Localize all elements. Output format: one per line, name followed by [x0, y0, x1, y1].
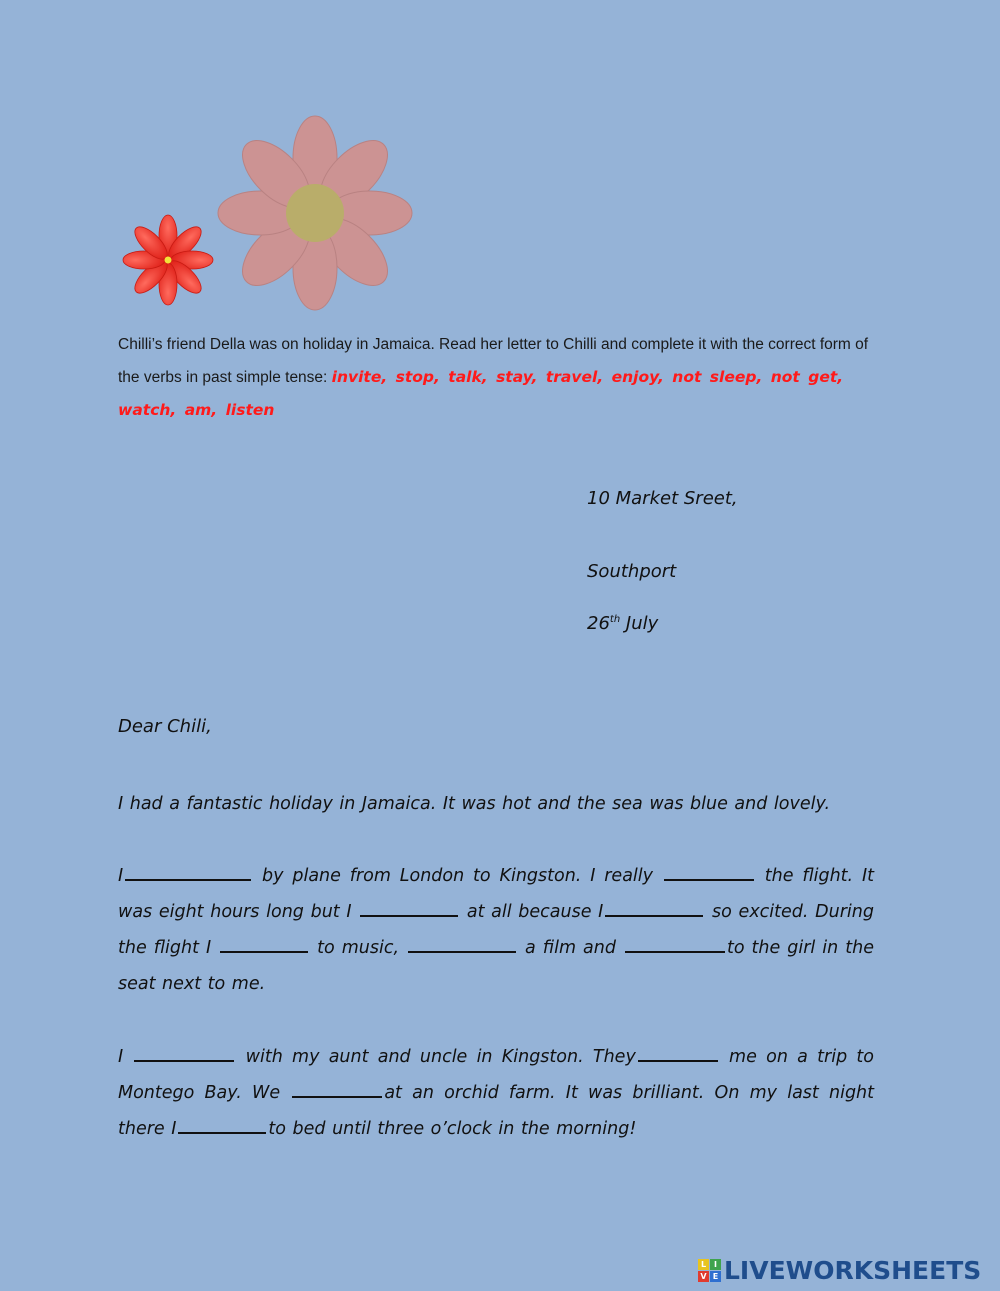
- logo-icon-letter: E: [710, 1271, 721, 1282]
- big-flower-icon: [218, 116, 412, 310]
- blank-stop[interactable]: [292, 1076, 382, 1098]
- text-segment: to bed until three o’clock in the morning!: [268, 1119, 637, 1139]
- blank-listen[interactable]: [220, 931, 308, 953]
- text-segment: at all because I: [460, 902, 604, 922]
- blank-am[interactable]: [605, 895, 703, 917]
- text-segment: me on a trip to Montego Bay. We: [118, 1047, 874, 1103]
- flower-decoration: [110, 110, 430, 320]
- text-segment: I: [118, 866, 124, 886]
- logo-icon-letter: I: [710, 1259, 721, 1270]
- text-segment: to music,: [310, 938, 407, 958]
- address-street: 10 Market Sreet,: [587, 488, 738, 509]
- date-day: 26: [587, 613, 610, 634]
- logo-text: LIVEWORKSHEETS: [724, 1255, 982, 1285]
- logo-icon-letter: L: [698, 1259, 709, 1270]
- text-segment: to the girl in the seat next to me.: [118, 938, 874, 994]
- blank-stay[interactable]: [134, 1040, 234, 1062]
- text-segment: so excited. During the flight I: [118, 902, 874, 958]
- text-segment: with my aunt and uncle in Kingston. They: [236, 1047, 636, 1067]
- address-town: Southport: [587, 561, 677, 582]
- text-segment: by plane from London to Kingston. I really: [253, 866, 662, 886]
- paragraph-3: [118, 1039, 874, 1147]
- date-month: July: [625, 613, 659, 634]
- verb-list: invite, stop, talk, stay, travel, enjoy, not sleep, not get, watch, am, listen: [118, 368, 844, 419]
- blank-watch[interactable]: [408, 931, 516, 953]
- blank-not-sleep[interactable]: [360, 895, 458, 917]
- blank-talk[interactable]: [625, 931, 725, 953]
- text-segment: the flight. It was eight hours long but I: [118, 866, 874, 922]
- paragraph-1: I had a fantastic holiday in Jamaica. It was hot and the sea was blue and lovely.: [118, 794, 831, 814]
- small-flower-icon: [123, 215, 213, 305]
- text-segment: a film and: [518, 938, 623, 958]
- blank-travel[interactable]: [125, 859, 251, 881]
- instructions-text: Chilli’s friend Della was on holiday in Jamaica. Read her letter to Chilli and complete it with the correct form of the verbs in past simple tense:: [118, 336, 869, 386]
- salutation: Dear Chili,: [118, 716, 212, 737]
- text-segment: I: [118, 1047, 133, 1067]
- logo-icon: [698, 1259, 721, 1282]
- logo-icon-letter: V: [698, 1271, 709, 1282]
- blank-enjoy[interactable]: [664, 859, 754, 881]
- letter-date: [587, 613, 658, 634]
- liveworksheets-logo: [698, 1256, 981, 1284]
- text-segment: at an orchid farm. It was brilliant. On my last night there I: [118, 1083, 875, 1139]
- paragraph-2: [118, 858, 874, 1002]
- blank-not-get[interactable]: [178, 1112, 266, 1134]
- instructions: [118, 328, 878, 427]
- date-suffix: th: [609, 614, 621, 625]
- blank-invite[interactable]: [638, 1040, 718, 1062]
